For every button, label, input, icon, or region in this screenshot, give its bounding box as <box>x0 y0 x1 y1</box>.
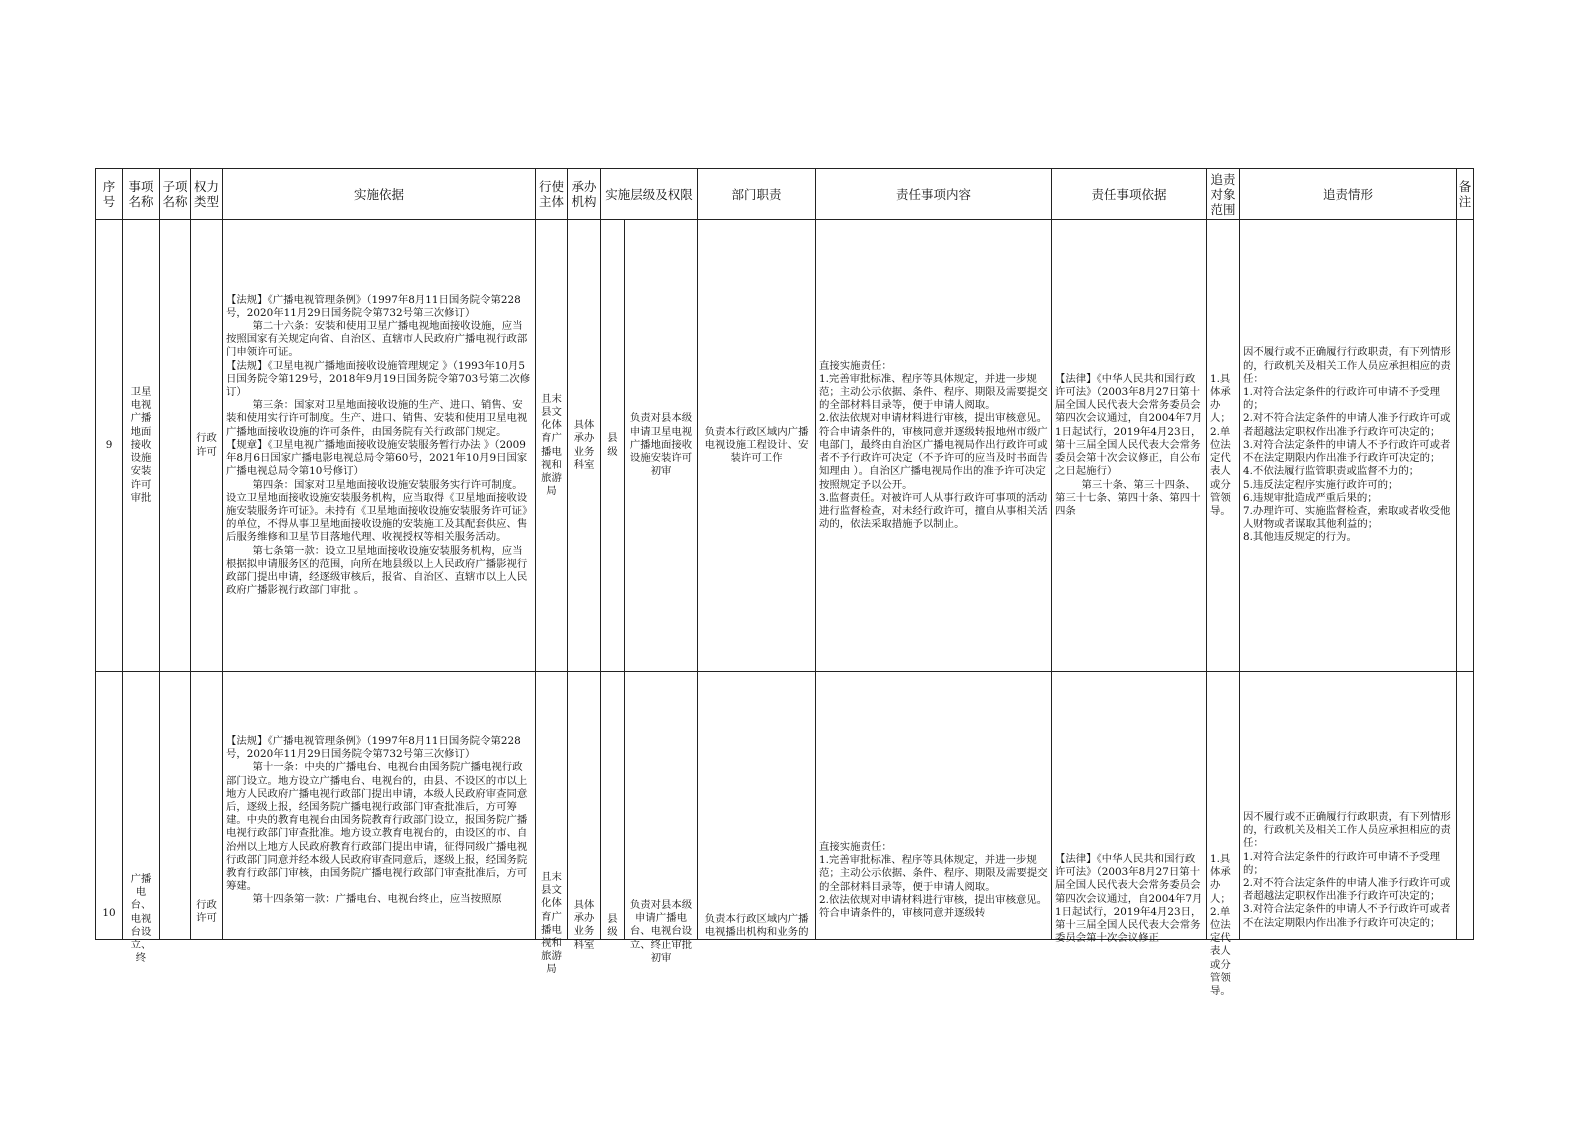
cell-circumstance: 因不履行或不正确履行行政职责，有下列情形的，行政机关及相关工作人员应承担相应的责任： 1.对符合法定条件的行政许可申请不予受理的； 2.对不符合法定条件的申请人准予行政许可或者超越法定职权作出准予行政许可决定的； 3.对符合法定条件的申请人不予行政许可或者不在法定期限内作出准予行政许可决定的； <box>1243 811 1451 929</box>
cell-basis: 【法规】《广播电视管理条例》（1997年8月11日国务院令第228号，2020年11月29日国务院令第732号第三次修订） 第二十六条：安装和使用卫星广播电视地面接收设施，应当按照国家有关规定向省、自治区、直辖市人民政府广播电视行政部门申领许可证。 【法规】《卫星电视广播地面接收设施管理规定 》（1993年10月5日国务院令第129号，2018年9月19日国务院令第703号第二次修订） 第三条：国家对卫星地面接收设施的生产、进口、销售、安装和使用实行许可制度。生产、进口、销售、安装和使用卫星电视广播地面接收设施的许可条件，由国务院有关行政部门规定。 【规章】《卫星电视广播地面接收设施安装服务暂行办法 》（2009年8月6日国家广播电影电视总局令第60号，2021年10月9日国家广播电视总局令第10号修订） 第四条：国家对卫星地面接收设施安装服务实行许可制度。设立卫星地面接收设施安装服务机构，应当取得《卫星地面接收设施安装服务许可证》。未持有《卫星地面接收设施安装服务许可证》的单位，不得从事卫星地面接收设施的安装施工及其配套供应、售后服务维修和卫星节目落地代理、收视授权等相关服务活动。 第七条第一款：设立卫星地面接收设施安装服务机构，应当根据拟申请服务区的范围，向所在地县级以上人民政府广播影视行政部门提出申请，经逐级审核后，报省、自治区、直辖市以上人民政府广播影视行政部门审批 。 <box>223 220 536 672</box>
cell-resp-basis: 【法律】《中华人民共和国行政许可法》（2003年8月27日第十届全国人民代表大会常务委员会第四次会议通过，自2004年7月1日起试行，2019年4月23日，第十三届全国人民代表大会常务委员会第十次会议修正，自公布之日起施行） 第三十条、第三十四条、第三十七条、第四十条、第四十四条 <box>1052 220 1207 672</box>
cell-scope: 1.具体承办人；2.单位法定代表人或分管领导。 <box>1210 853 1231 998</box>
cell-authority: 负责对县本级申请广播电台、电视台设立、终止审批初审 <box>629 899 693 964</box>
header-basis: 实施依据 <box>223 169 536 220</box>
cell-seq: 10 <box>102 907 116 919</box>
cell-level: 县级 <box>607 913 618 939</box>
header-org: 承办机构 <box>568 169 601 220</box>
header-row <box>96 169 1474 220</box>
cell-circumstance: 因不履行或不正确履行行政职责，有下列情形的，行政机关及相关工作人员应承担相应的责任： 1.对符合法定条件的行政许可申请不予受理的； 2.对不符合法定条件的申请人准予行政许可或者超越法定职权作出准予行政许可决定的； 3.对符合法定条件的申请人不予行政许可或者不在法定期限内作出准予行政许可决定的； 4.不依法履行监管职责或监督不力的； 5.违反法定程序实施行政许可的； 6.违规审批造成严重后果的； 7.办理许可、实施监督检查，索取或者收受他人财物或者谋取其他利益的； 8.其他违反规定的行为。 <box>1240 220 1457 672</box>
cell-item-name: 广播电台、电视台设立、终 <box>130 873 152 965</box>
cell-basis: 【法规】《广播电视管理条例》（1997年8月11日国务院令第228号，2020年11月29日国务院令第732号第三次修订） 第十一条：中央的广播电台、电视台由国务院广播电视行政部门设立。地方设立广播电台、电视台的，由县、不设区的市以上地方人民政府广播电视行政部门提出申请，本级人民政府审查同意后，逐级上报，经国务院广播电视行政部门审查批准后，方可筹建。中央的教育电视台由国务院教育行政部门设立，报国务院广播电视行政部门审查批准。地方设立教育电视台的，由设区的市、自治州以上地方人民政府教育行政部门提出申请，征得同级广播电视行政部门同意并经本级人民政府审查同意后，逐级上报，经国务院教育行政部门审核，由国务院广播电视行政部门审查批准后，方可筹建。 第十四条第一款：广播电台、电视台终止，应当按照原 <box>226 735 528 906</box>
cell-resp-basis: 【法律】《中华人民共和国行政许可法》（2003年8月27日第十届全国人民代表大会常务委员会第四次会议通过，自2004年7月1日起试行，2019年4月23日，第十三届全国人民代表大会常务委员会第十次会议修正 <box>1055 853 1203 945</box>
cell-subject: 且末县文化体育广播电视和旅游局 <box>536 220 568 672</box>
cell-authority: 负责对县本级申请卫星电视广播地面接收设施安装许可初审 <box>625 220 698 672</box>
header-level: 实施层级及权限 <box>601 169 698 220</box>
cell-level: 县级 <box>601 220 625 672</box>
cell-sub-item <box>160 220 191 672</box>
cell-resp-content: 直接实施责任： 1.完善审批标准、程序等具体规定，并进一步规范；主动公示依据、条件、程序、期限及需要提交的全部材料目录等，便于申请人阅取。 2.依法依规对申请材料进行审核，提出审核意见。符合申请条件的，审核同意并逐级转报地州市级广电部门，最终由自治区广播电视局作出行政许可或者不予行政许可决定（不予许可的应当及时书面告知理由 ）。自治区广播电视局作出的准予许可决定按照规定予以公开。 3.监督责任。对被许可人从事行政许可事项的活动进行监督检查，对未经行政许可，擅自从事相关活动的，依法采取措施予以制止。 <box>816 220 1052 672</box>
header-resp-content: 责任事项内容 <box>816 169 1052 220</box>
cell-remark <box>1457 220 1474 672</box>
header-item-name: 事项名称 <box>123 169 160 220</box>
cell-item-name: 卫星电视广播地面接收设施安装许可审批 <box>123 220 160 672</box>
table-row <box>96 220 1474 672</box>
cell-power-type: 行政许可 <box>196 899 217 925</box>
header-seq: 序号 <box>96 169 123 220</box>
cell-subject: 且末县文化体育广播电视和旅游局 <box>541 871 562 976</box>
cell-power-type: 行政许可 <box>191 220 223 672</box>
cell-duty: 负责本行政区域内广播电视播出机构和业务的 <box>704 913 809 939</box>
cell-org: 具体承办业务科室 <box>568 220 601 672</box>
header-resp-basis: 责任事项依据 <box>1052 169 1207 220</box>
table-row <box>96 672 1474 940</box>
header-scope: 追责对象范围 <box>1207 169 1240 220</box>
cell-seq: 9 <box>96 220 123 672</box>
header-circumstance: 追责情形 <box>1240 169 1457 220</box>
header-sub-item: 子项名称 <box>160 169 191 220</box>
cell-scope: 1.具体承办人；2.单位法定代表人或分管领导。 <box>1207 220 1240 672</box>
cell-org: 具体承办业务科室 <box>573 899 595 951</box>
cell-resp-content: 直接实施责任： 1.完善审批标准、程序等具体规定，并进一步规范；主动公示依据、条件、程序、期限及需要提交的全部材料目录等，便于申请人阅取。 2.依法依规对申请材料进行审核，提出审核意见。符合申请条件的，审核同意并逐级转 <box>819 841 1048 920</box>
cell-remark <box>1457 672 1474 940</box>
header-duty: 部门职责 <box>698 169 816 220</box>
responsibility-table <box>95 168 1474 998</box>
header-power-type: 权力类型 <box>191 169 223 220</box>
cell-duty: 负责本行政区域内广播电视设施工程设计、安装许可工作 <box>698 220 816 672</box>
header-subject: 行使主体 <box>536 169 568 220</box>
header-remark: 备注 <box>1457 169 1474 220</box>
